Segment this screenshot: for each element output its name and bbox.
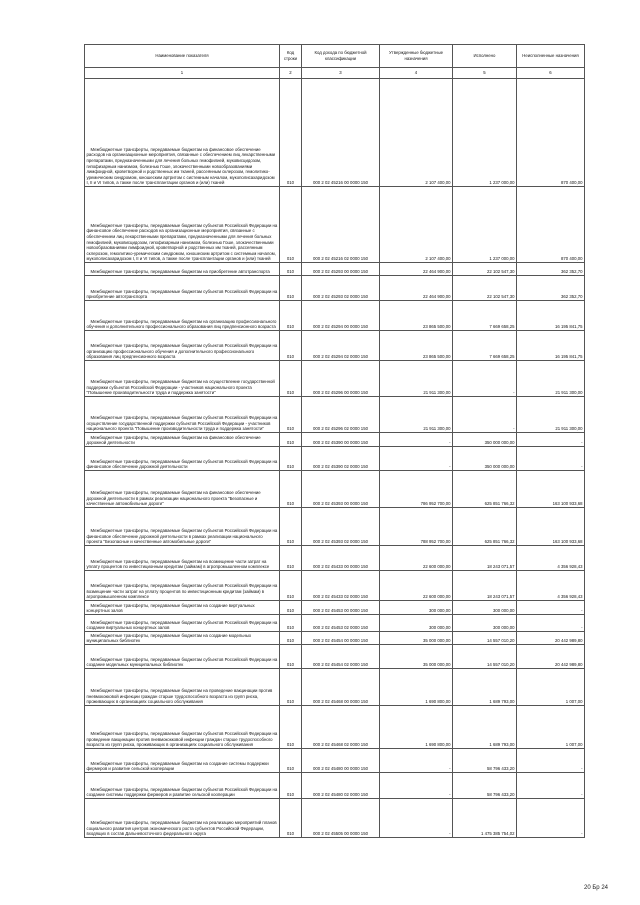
table-row <box>85 447 585 471</box>
row-done: 350 000 000,00 <box>453 433 517 447</box>
row-kbk: 000 2 02 45453 00 0000 150 <box>302 601 380 615</box>
row-kbk: 000 2 02 45216 02 0000 150 <box>302 187 380 263</box>
row-name: Межбюджетные трансферты, передаваемые бюджетам субъектов Российской Федерации на финансовое обеспечение расходов на организационные мероприятия, связанные с обеспечением лиц лекарственными препаратами, предназначенными для лечения больных гемофилией, муковисцидозом, гипофизарным нанизмом, болезнью Гоше, злокачественными новообразованиями лимфоидной, кроветворной и родственных им тканей, рассеянным склерозом, гемолитико-уремическим синдромом, юношеским артритом с системным началом, мукополисахаридозом I, II и VI типов, а также после трансплантации органов и (или) тканей <box>85 187 280 263</box>
row-remaining: 870 400,00 <box>517 79 585 187</box>
row-done: 18 243 071,57 <box>453 571 517 601</box>
row-code: 010 <box>280 508 302 546</box>
row-approved: 300 000,00 <box>380 615 453 632</box>
row-name: Межбюджетные трансферты, передаваемые бюджетам субъектов Российской Федерации на создание виртуальных концертных залов <box>85 615 280 632</box>
row-name: Межбюджетные трансферты, передаваемые бюджетам субъектов Российской Федерации на возмещение части затрат на уплату процентов по инвестиционным кредитам (займам) в агропромышленном комплексе <box>85 571 280 601</box>
row-kbk: 000 2 02 45454 02 0000 150 <box>302 645 380 669</box>
table-row <box>85 361 585 397</box>
table-row <box>85 615 585 632</box>
row-done: - <box>453 361 517 397</box>
row-kbk: 000 2 02 45433 00 0000 150 <box>302 546 380 571</box>
header-remaining: Неисполненные назначения <box>517 45 585 68</box>
table-row <box>85 508 585 546</box>
table-row <box>85 669 585 706</box>
row-name: Межбюджетные трансферты, передаваемые бюджетам на приобретение автотранспорта <box>85 263 280 276</box>
row-name: Межбюджетные трансферты, передаваемые бюджетам субъектов Российской Федерации на финансовое обеспечение дорожной деятельности в рамках реализации национального проекта "Безопасные и качественные автомобильные дороги" <box>85 508 280 546</box>
row-code: 010 <box>280 546 302 571</box>
row-code: 010 <box>280 301 302 331</box>
header-kbk: Код дохода по бюджетной классификации <box>302 45 380 68</box>
row-kbk: 000 2 02 45296 02 0000 150 <box>302 397 380 433</box>
row-name: Межбюджетные трансферты, передаваемые бюджетам субъектов Российской Федерации на создание системы поддержки фермеров и развитие сельской кооперации <box>85 773 280 799</box>
table-row <box>85 187 585 263</box>
row-kbk: 000 2 02 45216 00 0000 150 <box>302 79 380 187</box>
row-name: Межбюджетные трансферты, передаваемые бюджетам на создание модельных муниципальных библиотек <box>85 632 280 645</box>
row-kbk: 000 2 02 45454 00 0000 150 <box>302 632 380 645</box>
row-code: 010 <box>280 601 302 615</box>
column-number: 3 <box>302 68 380 79</box>
row-code: 010 <box>280 187 302 263</box>
row-remaining: 16 195 841,75 <box>517 331 585 361</box>
row-name: Межбюджетные трансферты, передаваемые бюджетам на создание виртуальных концертных залов <box>85 601 280 615</box>
row-remaining: 20 442 989,80 <box>517 632 585 645</box>
row-remaining: 21 911 300,00 <box>517 361 585 397</box>
row-remaining: - <box>517 447 585 471</box>
row-code: 010 <box>280 433 302 447</box>
row-code: 010 <box>280 669 302 706</box>
row-approved: 23 865 500,00 <box>380 301 453 331</box>
row-approved: - <box>380 749 453 773</box>
row-code: 010 <box>280 263 302 276</box>
row-kbk: 000 2 02 45433 02 0000 150 <box>302 571 380 601</box>
row-approved: 22 600 000,00 <box>380 546 453 571</box>
column-number: 4 <box>380 68 453 79</box>
row-approved: - <box>380 447 453 471</box>
row-code: 010 <box>280 397 302 433</box>
row-done: 1 237 000,00 <box>453 79 517 187</box>
column-number: 6 <box>517 68 585 79</box>
table-row <box>85 799 585 838</box>
row-approved: 788 952 700,00 <box>380 508 453 546</box>
row-kbk: 000 2 02 45480 00 0000 150 <box>302 749 380 773</box>
row-kbk: 000 2 02 45393 02 0000 150 <box>302 508 380 546</box>
row-done: 14 557 010,20 <box>453 632 517 645</box>
table-body <box>85 79 585 838</box>
row-kbk: 000 2 02 45505 00 0000 150 <box>302 799 380 838</box>
row-code: 010 <box>280 632 302 645</box>
table-row <box>85 645 585 669</box>
row-remaining: - <box>517 799 585 838</box>
row-name: Межбюджетные трансферты, передаваемые бюджетам субъектов Российской Федерации на организацию профессионального обучения и дополнительного профессионального образования лиц предпенсионного возраста <box>85 331 280 361</box>
row-code: 010 <box>280 749 302 773</box>
row-approved: 22 464 900,00 <box>380 276 453 301</box>
row-approved: - <box>380 773 453 799</box>
table-row <box>85 773 585 799</box>
row-remaining: 163 100 933,68 <box>517 508 585 546</box>
row-done: 7 669 658,25 <box>453 301 517 331</box>
row-remaining: - <box>517 601 585 615</box>
row-remaining: 163 100 933,68 <box>517 471 585 508</box>
row-code: 010 <box>280 645 302 669</box>
row-code: 010 <box>280 615 302 632</box>
row-remaining: 20 442 989,80 <box>517 645 585 669</box>
row-remaining: 16 195 841,75 <box>517 301 585 331</box>
row-done: 58 796 433,20 <box>453 749 517 773</box>
row-done: - <box>453 397 517 433</box>
row-code: 010 <box>280 361 302 397</box>
row-remaining: 1 007,00 <box>517 706 585 749</box>
row-done: 58 796 433,20 <box>453 773 517 799</box>
header-row <box>85 45 585 68</box>
row-kbk: 000 2 02 45480 02 0000 150 <box>302 773 380 799</box>
header-name: Наименование показателя <box>85 45 280 68</box>
row-name: Межбюджетные трансферты, передаваемые бюджетам на реализацию мероприятий планов социального развития центров экономического роста субъектов Российской Федерации, входящих в состав Дальневосточного федерального округа <box>85 799 280 838</box>
row-remaining: 362 352,70 <box>517 276 585 301</box>
table-row <box>85 471 585 508</box>
row-remaining: - <box>517 773 585 799</box>
row-name: Межбюджетные трансферты, передаваемые бюджетам субъектов Российской Федерации на проведение вакцинации против пневмококковой инфекции граждан старше трудоспособного возраста из групп риска, проживающих в организациях социального обслуживания <box>85 706 280 749</box>
row-code: 010 <box>280 331 302 361</box>
row-done: 625 851 766,32 <box>453 471 517 508</box>
row-approved: 22 600 000,00 <box>380 571 453 601</box>
table-row <box>85 263 585 276</box>
row-kbk: 000 2 02 45468 00 0000 150 <box>302 669 380 706</box>
row-remaining: 21 911 300,00 <box>517 397 585 433</box>
row-name: Межбюджетные трансферты, передаваемые бюджетам на создание системы поддержки фермеров и развитие сельской кооперации <box>85 749 280 773</box>
row-remaining: - <box>517 749 585 773</box>
row-name: Межбюджетные трансферты, передаваемые бюджетам на финансовое обеспечение дорожной деятельности <box>85 433 280 447</box>
row-approved: 2 107 400,00 <box>380 187 453 263</box>
row-done: 22 102 547,30 <box>453 263 517 276</box>
header-approved: Утвержденные бюджетные назначения <box>380 45 453 68</box>
table-row <box>85 331 585 361</box>
row-approved: 21 911 300,00 <box>380 361 453 397</box>
row-approved: 35 000 000,00 <box>380 645 453 669</box>
row-done: 1 237 000,00 <box>453 187 517 263</box>
row-done: 350 000 000,00 <box>453 447 517 471</box>
row-code: 010 <box>280 276 302 301</box>
row-approved: - <box>380 433 453 447</box>
row-name: Межбюджетные трансферты, передаваемые бюджетам на возмещение части затрат на уплату процентов по инвестиционным кредитам (займам) в агропромышленном комплексе <box>85 546 280 571</box>
row-name: Межбюджетные трансферты, передаваемые бюджетам субъектов Российской Федерации на создание модельных муниципальных библиотек <box>85 645 280 669</box>
row-done: 1 475 385 754,02 <box>453 799 517 838</box>
row-approved: 1 690 800,00 <box>380 706 453 749</box>
table-row <box>85 79 585 187</box>
row-approved: 1 690 800,00 <box>380 669 453 706</box>
table-row <box>85 276 585 301</box>
table-row <box>85 601 585 615</box>
column-number: 2 <box>280 68 302 79</box>
row-code: 010 <box>280 471 302 508</box>
budget-report-table <box>84 44 585 838</box>
table-row <box>85 632 585 645</box>
row-remaining: 4 356 928,43 <box>517 546 585 571</box>
column-number-row <box>85 68 585 79</box>
row-kbk: 000 2 02 45294 02 0000 150 <box>302 331 380 361</box>
header-done: Исполнено <box>453 45 517 68</box>
row-done: 1 689 793,00 <box>453 706 517 749</box>
row-done: 22 102 547,30 <box>453 276 517 301</box>
row-kbk: 000 2 02 45468 02 0000 150 <box>302 706 380 749</box>
row-approved: 21 911 300,00 <box>380 397 453 433</box>
row-name: Межбюджетные трансферты, передаваемые бюджетам субъектов Российской Федерации на приобретение автотранспорта <box>85 276 280 301</box>
row-remaining: 4 356 928,43 <box>517 571 585 601</box>
row-kbk: 000 2 02 45293 00 0000 150 <box>302 263 380 276</box>
row-name: Межбюджетные трансферты, передаваемые бюджетам на осуществление государственной поддержки субъектов Российской Федерации - участников национального проекта "Повышение производительности труда и поддержка занятости" <box>85 361 280 397</box>
row-approved: 300 000,00 <box>380 601 453 615</box>
row-kbk: 000 2 02 45390 02 0000 150 <box>302 447 380 471</box>
row-code: 010 <box>280 706 302 749</box>
row-approved: 786 952 700,00 <box>380 471 453 508</box>
row-kbk: 000 2 02 45296 00 0000 150 <box>302 361 380 397</box>
row-done: 300 000,00 <box>453 615 517 632</box>
table-row <box>85 546 585 571</box>
table-row <box>85 397 585 433</box>
table-row <box>85 571 585 601</box>
row-name: Межбюджетные трансферты, передаваемые бюджетам на проведение вакцинации против пневмококковой инфекции граждан старше трудоспособного возраста из групп риска, проживающих в организациях социального обслуживания <box>85 669 280 706</box>
row-remaining: 870 400,00 <box>517 187 585 263</box>
table-row <box>85 749 585 773</box>
row-name: Межбюджетные трансферты, передаваемые бюджетам на финансовое обеспечение дорожной деятельности в рамках реализации национального проекта "Безопасные и качественные автомобильные дороги" <box>85 471 280 508</box>
row-kbk: 000 2 02 45390 00 0000 150 <box>302 433 380 447</box>
row-code: 010 <box>280 79 302 187</box>
row-kbk: 000 2 02 45393 00 0000 150 <box>302 471 380 508</box>
row-done: 625 851 766,32 <box>453 508 517 546</box>
row-kbk: 000 2 02 45453 02 0000 150 <box>302 615 380 632</box>
row-done: 18 243 071,57 <box>453 546 517 571</box>
table-row <box>85 301 585 331</box>
row-remaining: - <box>517 433 585 447</box>
row-kbk: 000 2 02 45294 00 0000 150 <box>302 301 380 331</box>
row-code: 010 <box>280 773 302 799</box>
table-row <box>85 433 585 447</box>
row-approved: - <box>380 799 453 838</box>
row-approved: 35 000 000,00 <box>380 632 453 645</box>
row-remaining: 362 352,70 <box>517 263 585 276</box>
row-remaining: 1 007,00 <box>517 669 585 706</box>
row-remaining: - <box>517 615 585 632</box>
row-name: Межбюджетные трансферты, передаваемые бюджетам на организацию профессионального обучения и дополнительного профессионального образования лиц предпенсионного возраста <box>85 301 280 331</box>
row-done: 300 000,00 <box>453 601 517 615</box>
table-row <box>85 706 585 749</box>
header-code: Код строки <box>280 45 302 68</box>
row-done: 14 557 010,20 <box>453 645 517 669</box>
row-code: 010 <box>280 799 302 838</box>
row-name: Межбюджетные трансферты, передаваемые бюджетам субъектов Российской Федерации на осуществление государственной поддержки субъектов Российской Федерации - участников национального проекта "Повышение производительности труда и поддержка занятости" <box>85 397 280 433</box>
page-footer: 20 Бр 24 <box>584 885 608 891</box>
row-done: 7 669 658,25 <box>453 331 517 361</box>
row-name: Межбюджетные трансферты, передаваемые бюджетам на финансовое обеспечение расходов на организационные мероприятия, связанные с обеспечением лиц лекарственными препаратами, предназначенными для лечения больных гемофилией, муковисцидозом, гипофизарным нанизмом, болезнью Гоше, злокачественными новообразованиями лимфоидной, кроветворной и родственных им тканей, рассеянным склерозом, гемолитико-уремическим синдромом, юношеским артритом с системным началом, мукополисахаридозом I, II и VI типов, а также после трансплантации органов и (или) тканей <box>85 79 280 187</box>
row-approved: 2 107 400,00 <box>380 79 453 187</box>
row-approved: 23 865 500,00 <box>380 331 453 361</box>
row-name: Межбюджетные трансферты, передаваемые бюджетам субъектов Российской Федерации на финансовое обеспечение дорожной деятельности <box>85 447 280 471</box>
row-code: 010 <box>280 447 302 471</box>
row-code: 010 <box>280 571 302 601</box>
column-number: 1 <box>85 68 280 79</box>
row-done: 1 689 793,00 <box>453 669 517 706</box>
column-number: 5 <box>453 68 517 79</box>
row-kbk: 000 2 02 45293 02 0000 150 <box>302 276 380 301</box>
row-approved: 22 464 900,00 <box>380 263 453 276</box>
